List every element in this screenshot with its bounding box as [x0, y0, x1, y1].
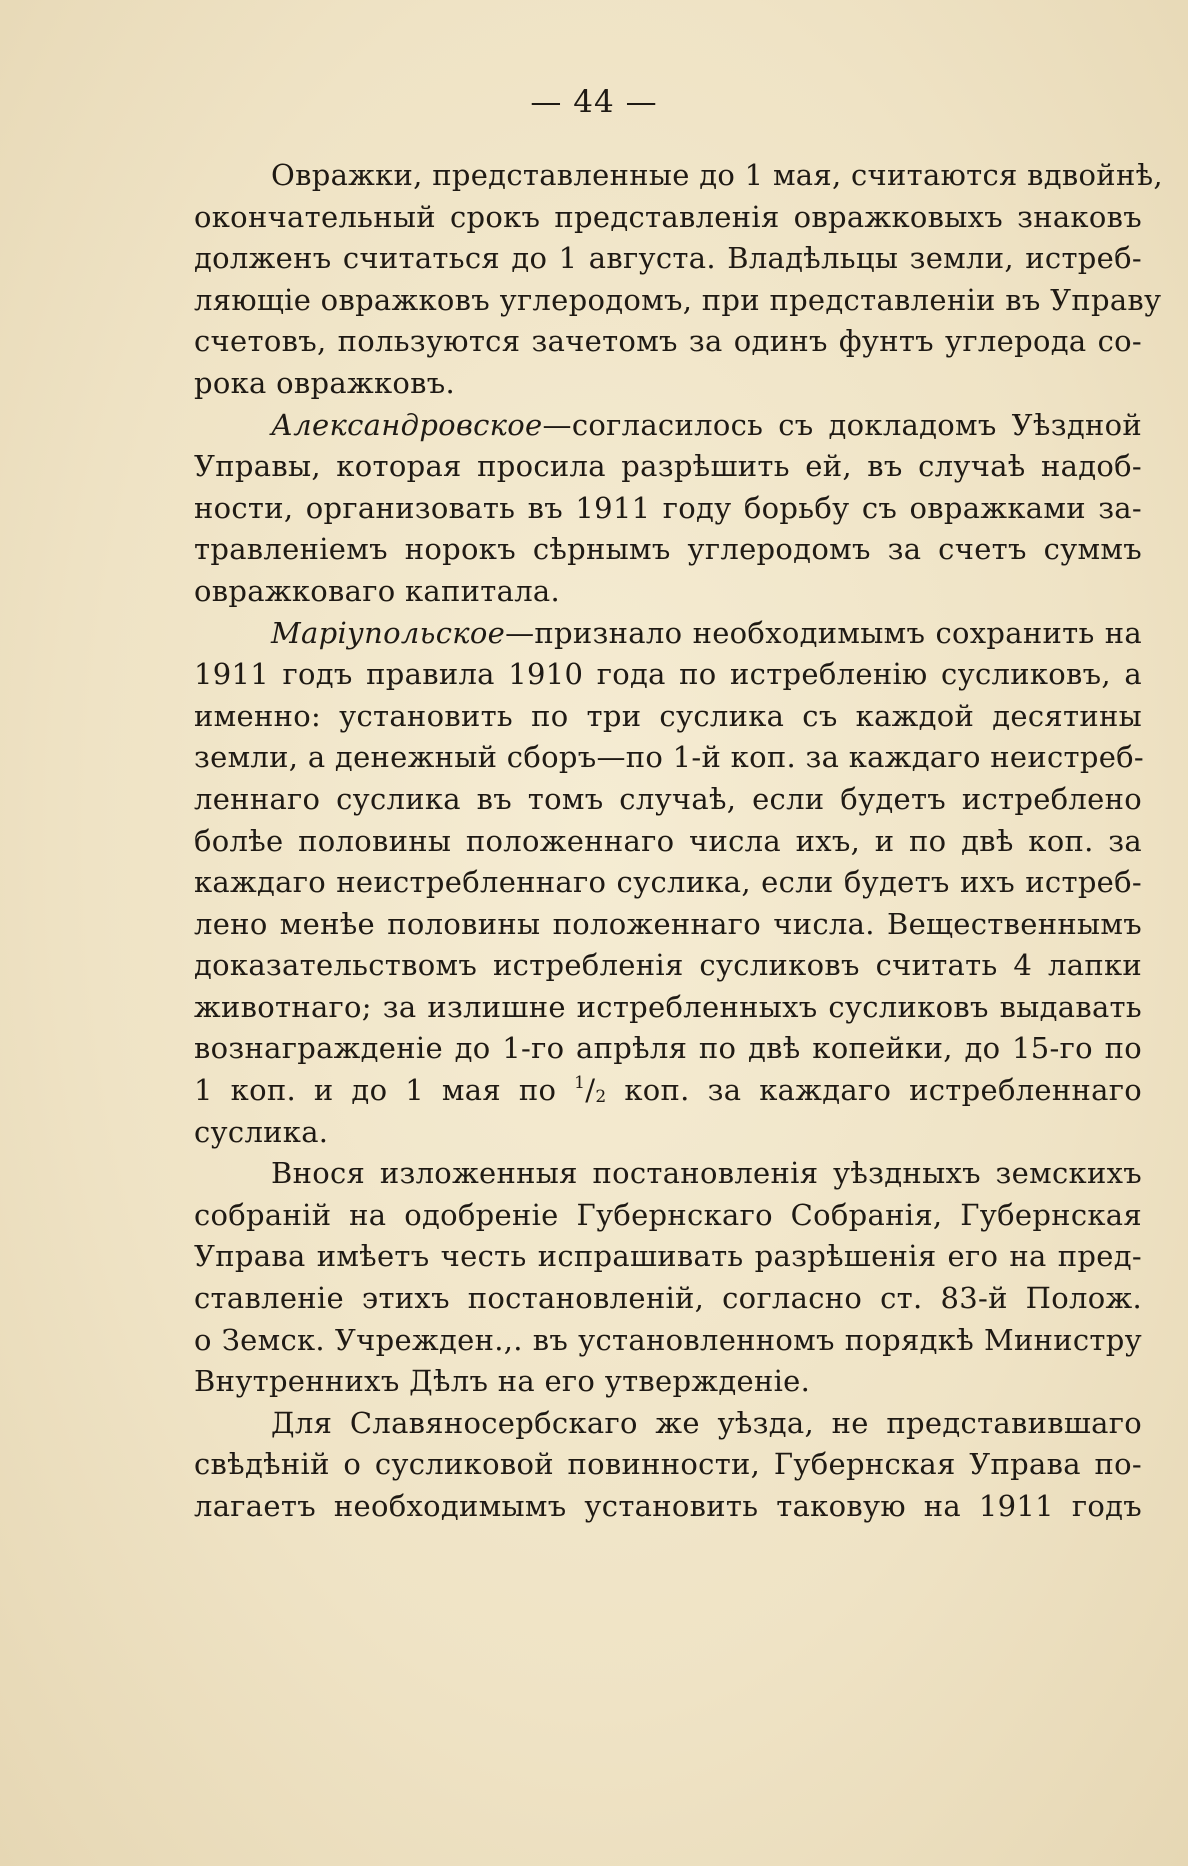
line-text: доказательствомъ истребленія сусликовъ считать 4 лапки: [194, 948, 1142, 983]
text-line: [194, 1070, 1142, 1112]
text-line: [194, 529, 1142, 571]
italic-lead: Александровское: [271, 407, 543, 442]
line-text: ставленіе этихъ постановленій, согласно ст. 83-й Полож.: [194, 1281, 1142, 1316]
line-text: травленіемъ норокъ сѣрнымъ углеродомъ за счетъ суммъ: [194, 532, 1142, 567]
text-line: [194, 1195, 1142, 1237]
line-text: свѣдѣній о сусликовой повинности, Губернская Управа по-: [194, 1447, 1142, 1482]
text-line: [194, 696, 1142, 738]
line-text: счетовъ, пользуются зачетомъ за одинъ фунтъ углерода со-: [194, 324, 1142, 359]
line-text: лено менѣе половины положеннаго числа. Вещественнымъ: [194, 906, 1142, 941]
fraction-numerator: 1: [574, 1073, 586, 1094]
line-text: —согласилось съ докладомъ Уѣздной: [542, 407, 1142, 442]
text-line: [194, 1153, 1142, 1195]
text-line: [194, 197, 1142, 239]
line-text: Для Славяносербскаго же уѣзда, не представившаго: [271, 1405, 1142, 1440]
text-line: [194, 1361, 1142, 1403]
line-text: вознагражденіе до 1-го апрѣля по двѣ копейки, до 15-го по: [194, 1031, 1142, 1066]
text-line: [194, 363, 1142, 405]
line-text: собраній на одобреніе Губернскаго Собранія, Губернская: [194, 1197, 1142, 1232]
text-line: [194, 446, 1142, 488]
text-line: [194, 488, 1142, 530]
text-line: [194, 821, 1142, 863]
text-line: [194, 571, 1142, 613]
line-text: Овражки, представленные до 1 мая, считаются вдвойнѣ,: [271, 158, 1163, 192]
line-text: коп. за каждаго истребленнаго: [606, 1073, 1142, 1108]
text-line: [194, 155, 1163, 197]
line-text: лагаетъ необходимымъ установить таковую на 1911 годъ: [194, 1489, 1142, 1523]
text-line: [194, 1028, 1142, 1070]
line-text: каждаго неистребленнаго суслика, если будетъ ихъ истреб-: [194, 865, 1142, 900]
line-text: —признало необходимымъ сохранить на: [505, 615, 1142, 650]
text-line: [194, 1403, 1142, 1445]
text-line: [194, 904, 1142, 946]
text-line: [194, 862, 1142, 904]
line-text: рока овражковъ.: [194, 365, 456, 400]
line-text: ности, организовать въ 1911 году борьбу съ овражками за-: [194, 490, 1142, 525]
line-text: Внутреннихъ Дѣлъ на его утвержденіе.: [194, 1364, 811, 1399]
line-text: Управа имѣетъ честь испрашивать разрѣшенія его на пред-: [194, 1239, 1142, 1274]
text-line: [194, 1236, 1142, 1278]
line-text: животнаго; за излишне истребленныхъ сусликовъ выдавать: [194, 989, 1142, 1024]
line-text: о Земск. Учрежден.,. въ установленномъ порядкѣ Министру: [194, 1322, 1142, 1357]
text-line: [194, 654, 1142, 696]
italic-lead: Маріупольское: [271, 615, 506, 650]
line-text: земли, а денежный сборъ—по 1-й коп. за каждаго неистреб-: [194, 740, 1145, 775]
text-line: [194, 238, 1142, 280]
fraction-denominator: 2: [595, 1087, 607, 1108]
text-line: [194, 779, 1142, 821]
text-line: [194, 737, 1145, 779]
page-number: — 44 —: [530, 84, 658, 120]
text-line: [194, 945, 1142, 987]
line-text: суслика.: [194, 1114, 329, 1149]
text-line: [194, 280, 1162, 322]
line-text: окончательный срокъ представленія овражковыхъ знаковъ: [194, 199, 1142, 234]
text-line: [194, 613, 1142, 655]
line-text: именно: установить по три суслика съ каждой десятины: [194, 698, 1142, 733]
line-text: болѣе половины положеннаго числа ихъ, и по двѣ коп. за: [194, 823, 1142, 858]
text-line: [194, 1278, 1142, 1320]
body-text: [194, 155, 1163, 1528]
line-text: 1911 годъ правила 1910 года по истребленію сусликовъ, а: [194, 657, 1142, 692]
text-line: [194, 321, 1142, 363]
text-line: [194, 1444, 1142, 1486]
text-line: [194, 1486, 1142, 1528]
line-text-before: 1 коп. и до 1 мая по: [194, 1073, 575, 1108]
line-text: Внося изложенныя постановленія уѣздныхъ земскихъ: [271, 1156, 1142, 1191]
text-line: [194, 405, 1142, 447]
fraction: $^1/_2$: [574, 1073, 607, 1108]
line-text: леннаго суслика въ томъ случаѣ, если будетъ истреблено: [194, 781, 1142, 816]
text-line: [194, 1112, 1142, 1154]
text-line: [194, 1320, 1142, 1362]
text-line: [194, 987, 1142, 1029]
line-text: долженъ считаться до 1 августа. Владѣльцы земли, истреб-: [194, 241, 1142, 276]
line-text: ляющіе овражковъ углеродомъ, при представленіи въ Управу: [194, 282, 1162, 317]
line-text: овражковаго капитала.: [194, 573, 561, 608]
line-text: Управы, которая просила разрѣшить ей, въ случаѣ надоб-: [194, 449, 1142, 484]
